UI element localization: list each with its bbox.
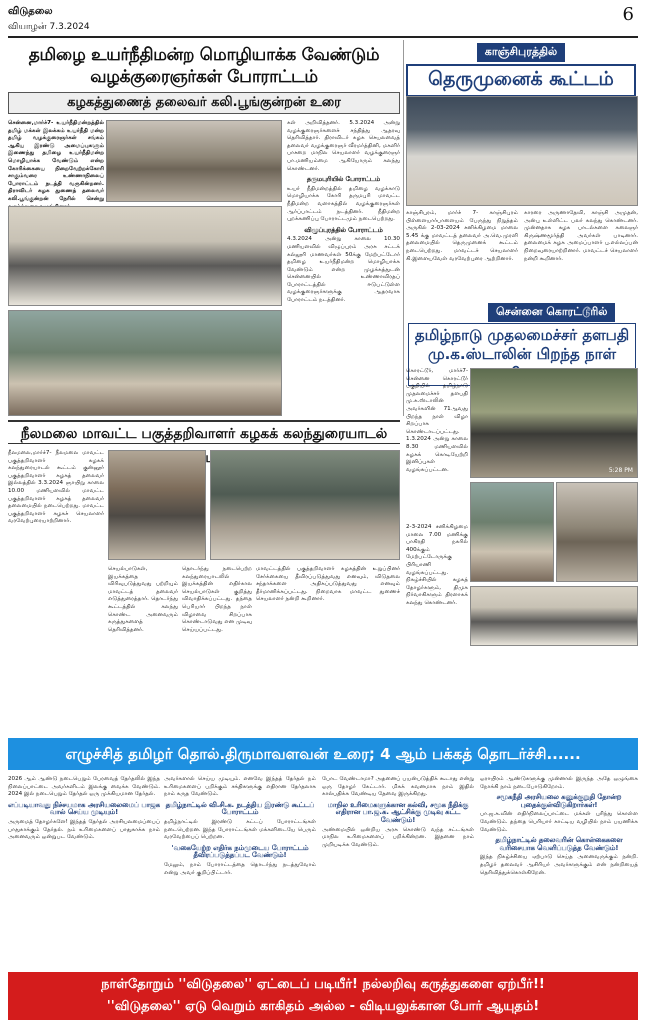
story1-subhead-villupuram: விழுப்புரத்தில் போராட்டம் [304,225,383,234]
masthead: விடுதலை [8,6,53,17]
story5-col4-text: ஒராயிரம் ஆண்டுகளுக்கு முன்னால் இருந்த அதே ஒழுங்கை நோக்கி நாம் நடைபோடுகிறோம். [480,776,638,790]
photo-timestamp: 5:28 PM [608,467,633,474]
story1-col2 [287,120,400,418]
story5-subhead-a: எப்படியாவது நிச்சயமாக அரசியலைமைப் பாஜக வால் செய்ய முடியும்! [8,800,160,817]
story4-headline-line1: தமிழ்நாடு முதலமைச்சர் தளபதி [414,326,630,344]
story1-col2c-text: 4.3.2024 அன்று காலை 10.30 மணியளவில் விழுப்புரம் அரசு சட்டக் கல்லூரி மாணவர்கள் 50க்கு மேற்பட்டோர் தமிழை உயர்நீதிமன்ற மொழியாக்க வேண்டும் என்ற முழக்கத்துடன் சென்னையில் உண்ணாவிரதப் போராட்டத்தில் ஈடுபட்டுள்ள வழக்குரைஞர்களுக்கு ஆதரவாக போராட்டம் நடத்தினர். [287,236,400,304]
story1-col1 [8,120,104,202]
story2-col2-text: காரரை அருணாதேவி, காஞ்சி அமுதன், அன்பு உள்ளிட்ட பலர் கலந்து கொண்டனர். முன்னதாக கழக பாடல்களை கலைஞர் கிருஷ்ணமூர்த்தி அவர்கள் பாடினார். தலைமைக் கழக அமைப்பாளர் பு.எல்லப்பன் நிறைவுரையாற்றினார். மாவட்டச் செயலாளர் நன்றி கூறினார். [524,210,638,262]
story2-col1 [406,210,518,300]
story5-subhead-e: சமூகநீதி அரசியலை கனுக்குறுதி தோன்ற புதைக்குள்விடுகிறார்கள்! [496,793,622,809]
story4-col1 [406,368,468,520]
story3-photo-portrait [108,450,206,560]
story3-photo-group [210,450,400,560]
story3-headline: நீலமலை மாவட்ட பகுத்தறிவாளர் கழகக் கலந்துரையாடல் [8,420,400,444]
story4-headline-line2: மு.க.ஸ்டாலின் பிறந்த நாள் [427,345,617,363]
story5-col1 [8,776,160,968]
story1-col2-text: கள் அறிவித்தனர். 5.3.2024 அன்று வழக்குரைஞர்களைச் சந்தித்து ஆதரவு தெரிவித்தார். திராவிடர் கழக செயலவைத் தலைவர் வழக்குரைஞர் வீரமர்த்தினி, மகளிர் பாசறை மாநில செயலாளர் வழக்குரைஞர் பா.மணியம்மை ஆகியோரும் கலந்து கொண்டனர். [287,120,400,172]
story2-photo-meeting [406,96,638,206]
story2-heading [406,40,636,97]
story1-subhead: கழகத்துணைத் தலைவர் கலி.பூங்குன்றன் உரை [8,92,400,114]
story2-col1-text: காஞ்சிபுரம், மார்ச் 7- காஞ்சிபுரம் பிள்ளையார்பாளையம் பேருந்து நிறுத்தம் அருகில் 2-03-2024 சனிக்கிழமை மாலை 5.45 க்கு மாவட்டத் தலைவர் அ.வெ.முரளி தலைமையில் தெருமுனைக் கூட்டம் நடைபெற்றது. மாவட்டச் செயலாளர் கி.இளையவேள் வரவேற்புரை ஆற்றினார். [406,210,518,262]
story1-photo-protest [106,120,282,202]
story3-col4-text: மாவட்டத்தில் பகுத்தறிவாளர் கழகத்தின் உறுப்பினர் சேர்க்கையை தீவிரப்படுத்துவது எனவும், விடுதலை சந்தாக்களை அதிகப்படுத்துவது எனவும் தீர்மானிக்கப்பட்டது. நிறைவாக மாவட்ட துணைச் செயலாளர் நன்றி கூறினார். [256,566,400,603]
story3-col3 [182,566,252,730]
story3-col2 [108,566,178,730]
column-rule [403,40,404,416]
footer-line1: நாள்தோறும் ''விடுதலை'' ஏட்டைப் படியீர்! நல்லறிவு கருத்துகளை ஏற்பீர்!! [101,977,545,992]
story4-col2-text: 2-3-2024 சனிக்கிழமை மாலை 7.00 மணிக்கு பாகிரதி நகரில் 400க்கும் மேற்பட்டோருக்கு பிரியாணி வழங்கப்பட்டது. நிகழ்ச்சியில் கழகத் தோழர்களும், திமுக நிர்வாகிகளும் திரளாகக் கலந்து கொண்டனர். [406,524,468,606]
story5-col3 [322,776,474,968]
story1-col2b-text: உயர் நீதிமன்றத்தில் தமிழை வழக்காடு மொழியாக்க கோரி தருமபுரி மாவட்ட நீதிமன்ற வளாகத்தில் வழக்குரைஞர்கள் ஆர்ப்பாட்டம் நடத்தினர். நீதிமன்ற புறக்கணிப்பு போராட்டமும் நடைபெற்றது. [287,185,400,223]
continuation-banner: எழுச்சித் தமிழர் தொல்.திருமாவளவன் உரை; 4 ஆம் பக்கத் தொடர்ச்சி...... [8,738,638,770]
story3-col3-text: தொடர்ந்து நடைபெற்ற கலந்துரையாடலில் இயக்கத்தின் எதிர்கால செயல்பாடுகள் குறித்து விவாதிக்கப்பட்டது. தந்தை பெரியார் பிறந்த நாள் விழாவை சிறப்பாக கொண்டாடுவது என முடிவு செய்யப்பட்டது. [182,566,252,633]
story5-col4c-text: இந்த நிகழ்ச்சியை ஏற்பாடு செய்த அனைவருக்கும் நன்றி. தமிழர் தலைவர் ஆசிரியர் அவர்களுக்கும் என் நன்றியைத் தெரிவித்துக்கொள்கிறேன். [480,854,638,876]
story3-col1-text: நீலமலை,மார்ச்7- நீலமலை மாவட்ட பகுத்தறிவாளர் கழகக் கலந்துரையாடல் கூட்டம் குன்னூர் பகுத்தறிவாளர் கழகத் தலைவர் இல்லத்தில் 3.3.2024 ஞாயிறு காலை 10.00 மணியளவில் மாவட்ட பகுத்தறிவாளர் கழகத் தலைவர் தலைமையில் நடைபெற்றது. மாவட்ட பகுத்தறிவாளர் கழகச் செயலாளர் வரவேற்புரையாற்றினார். [8,450,104,525]
page-number: 6 [622,4,634,25]
story4-photo-crowd [470,586,638,646]
story5-subhead-d: மாநில உரிமைகளுக்கான கல்வி, சமூக நீதிக்கு எதிரான பா.ஜ.க. ஆட்சிக்கு முடிவு கட்ட வேண்டும்! [327,800,469,824]
story4-photo-celebration [470,368,638,478]
story4-photo-guests [556,482,638,582]
story1-photo-lawyers [8,206,282,306]
story3-col2-text: செயல்பாடுகள், இயக்கத்தை விரிவுபடுத்துவது பற்றியும் மாவட்டத் தலைவர் எடுத்துரைத்தார். தொடர்ந்து கூட்டத்தில் கலந்து கொண்ட அனைவரும் கருத்துகளைத் தெரிவித்தனர். [108,566,178,633]
story2-kicker: காஞ்சிபுரத்தில் [477,43,565,62]
story5-col4 [480,776,638,968]
story4-col1-text: கொரட்டூர், மார்ச்7- சென்னை கொரட்டூர் பகுதியில் தமிழ்நாடு முதலமைச்சர் தளபதி மு.க.ஸ்டாலின் அவர்களின் 71ஆவது பிறந்த நாள் விழா சிறப்பாக கொண்டாடப்பட்டது. 1.3.2024 அன்று காலை 8.30 மணியளவில் கழகக் கொடியேற்றி இனிப்புகள் வழங்கப்பட்டன. [406,368,468,473]
story5-subhead-c: 'வகையேற்ற எதிர்க நம்முடைய போராட்டம் தீவிரப்படுத்தப்பட வேண்டும்! [171,843,309,860]
footer-slogan [8,972,638,1020]
story3-col1 [8,450,104,730]
story1-subhead-dharmapuri: தருமபுரியில் போராட்டம் [306,175,381,184]
story4-col2 [406,524,468,730]
story5-col2 [164,776,316,968]
story5-col2b-text: தமிழ்நாட்டில் இரண்டு கட்டப் போராட்டங்கள் நடைபெற்றன. இந்த போராட்டங்கள் மக்களிடையே பெரும் வரவேற்பைப் பெற்றன. [164,818,316,841]
story1-col1-text: சென்னை,மார்ச்7- உயர்நீதிமன்றத்தில் தமிழ் மக்கள் இலக்கம் உயர்நீதி மன்ற தமிழ் வழக்குரைஞர்கள் சங்கம் ஆகிய இரண்டு அமைப்புகளும் இணைந்து தமிழை உயர்நீதிமன்ற மொழியாக்க வேண்டும் என்ற கோரிக்கையை நிறைவேற்றக்கோரி சாகும்வரை உண்ணாநிலைப் போராட்டம் நடத்தி வருகின்றனர். திராவிடர் கழக துணைத் தலைவர் கலி.பூங்குன்றன் நேரில் சென்று [8,120,104,202]
story1-headline-line1: தமிழை உயர்நீதிமன்ற மொழியாக்க வேண்டும் [28,45,380,65]
story3-col4 [256,566,400,730]
story1-photo-students [8,310,282,416]
story2-col2 [524,210,638,300]
story5-col3b-text: அண்மையில் ஒன்றிய அரசு கொண்டு வந்த சட்டங்கள் மாநில உரிமைகளைப் பறிக்கின்றன. இதனை நாம் முறியடிக்க வேண்டும். [322,826,474,848]
story5-col2-text: அவர்களால் செய்ய முடியும். எனவே இந்தத் தேர்தல் நம் உரிமைகளைப் பறிக்கும் சக்திகளுக்கு எதிரான தேர்தலாக நாம் கருத வேண்டும். [164,776,316,798]
story5-col1b-text: அருமைத் தோழர்களே! இந்தத் தேர்தல் அரசியலமைப்பைப் பாதுகாக்கும் தேர்தல். நம் உரிமைகளைப் பாதுகாக்க நாம் அனைவரும் ஒன்றுபட வேண்டும். [8,818,160,841]
story1-headline-line2: வழக்குரைஞர்கள் போராட்டம் [90,67,318,87]
story5-subhead-b: தமிழ்நாட்டில் வி.சி.க. நடத்திய இரண்டு கூட்டப் போராட்டம் [165,800,315,817]
story5-col1-text: 2026 ஆம் ஆண்டு நடைபெறும் பேரவைத் தேர்தலில் இந்த நிலைப்பாட்டை அவர்களிடம் இலக்கு வைக்க வேண்டும். 2024 இல் நடைபெறும் தேர்தல் ஒரு முக்கியமான தேர்தல். [8,776,160,798]
story1-headline [8,44,400,88]
story5-col4b-text: பா.ஜ.க.வின் எதிர்நிலைப்பாட்டை மக்கள் புரிந்து கொள்ள வேண்டும். தந்தை பெரியார் காட்டிய வழியில் நாம் பயணிக்க வேண்டும். [480,811,638,833]
page-header [8,4,638,38]
footer-line2: ''விடுதலை'' ஏடு வெறும் காகிதம் அல்ல - விடியலுக்கான போர் ஆயுதம்! [106,999,540,1014]
story5-col2c-text: மேலும், நாம் போராட்டத்தை தொடர்ந்து நடத்துவோம் என்று அவர் குறிப்பிட்டார். [164,861,316,876]
story5-col3-text: போட வேண்டாமா? அதனைப் பயன்படுத்திக் கூடாது என்று ஒரு தோழர் கேட்டார். மிகக் கவனமாக நாம் இதில் கால்பதிக்க வேண்டிய தேவை இருக்கிறது. [322,776,474,798]
story4-kicker: சென்னை கொரட்டூரில் [488,303,615,322]
issue-date: வியாழன் 7.3.2024 [8,22,90,32]
story2-headline: தெருமுனைக் கூட்டம் [406,64,636,97]
story5-subhead-f: தமிழ்நாட்டில் தலைவரின் கொள்கைகளை வரிசையாக வெளிப்படுத்த வேண்டும்! [495,836,623,852]
story4-photo-food [470,482,554,582]
